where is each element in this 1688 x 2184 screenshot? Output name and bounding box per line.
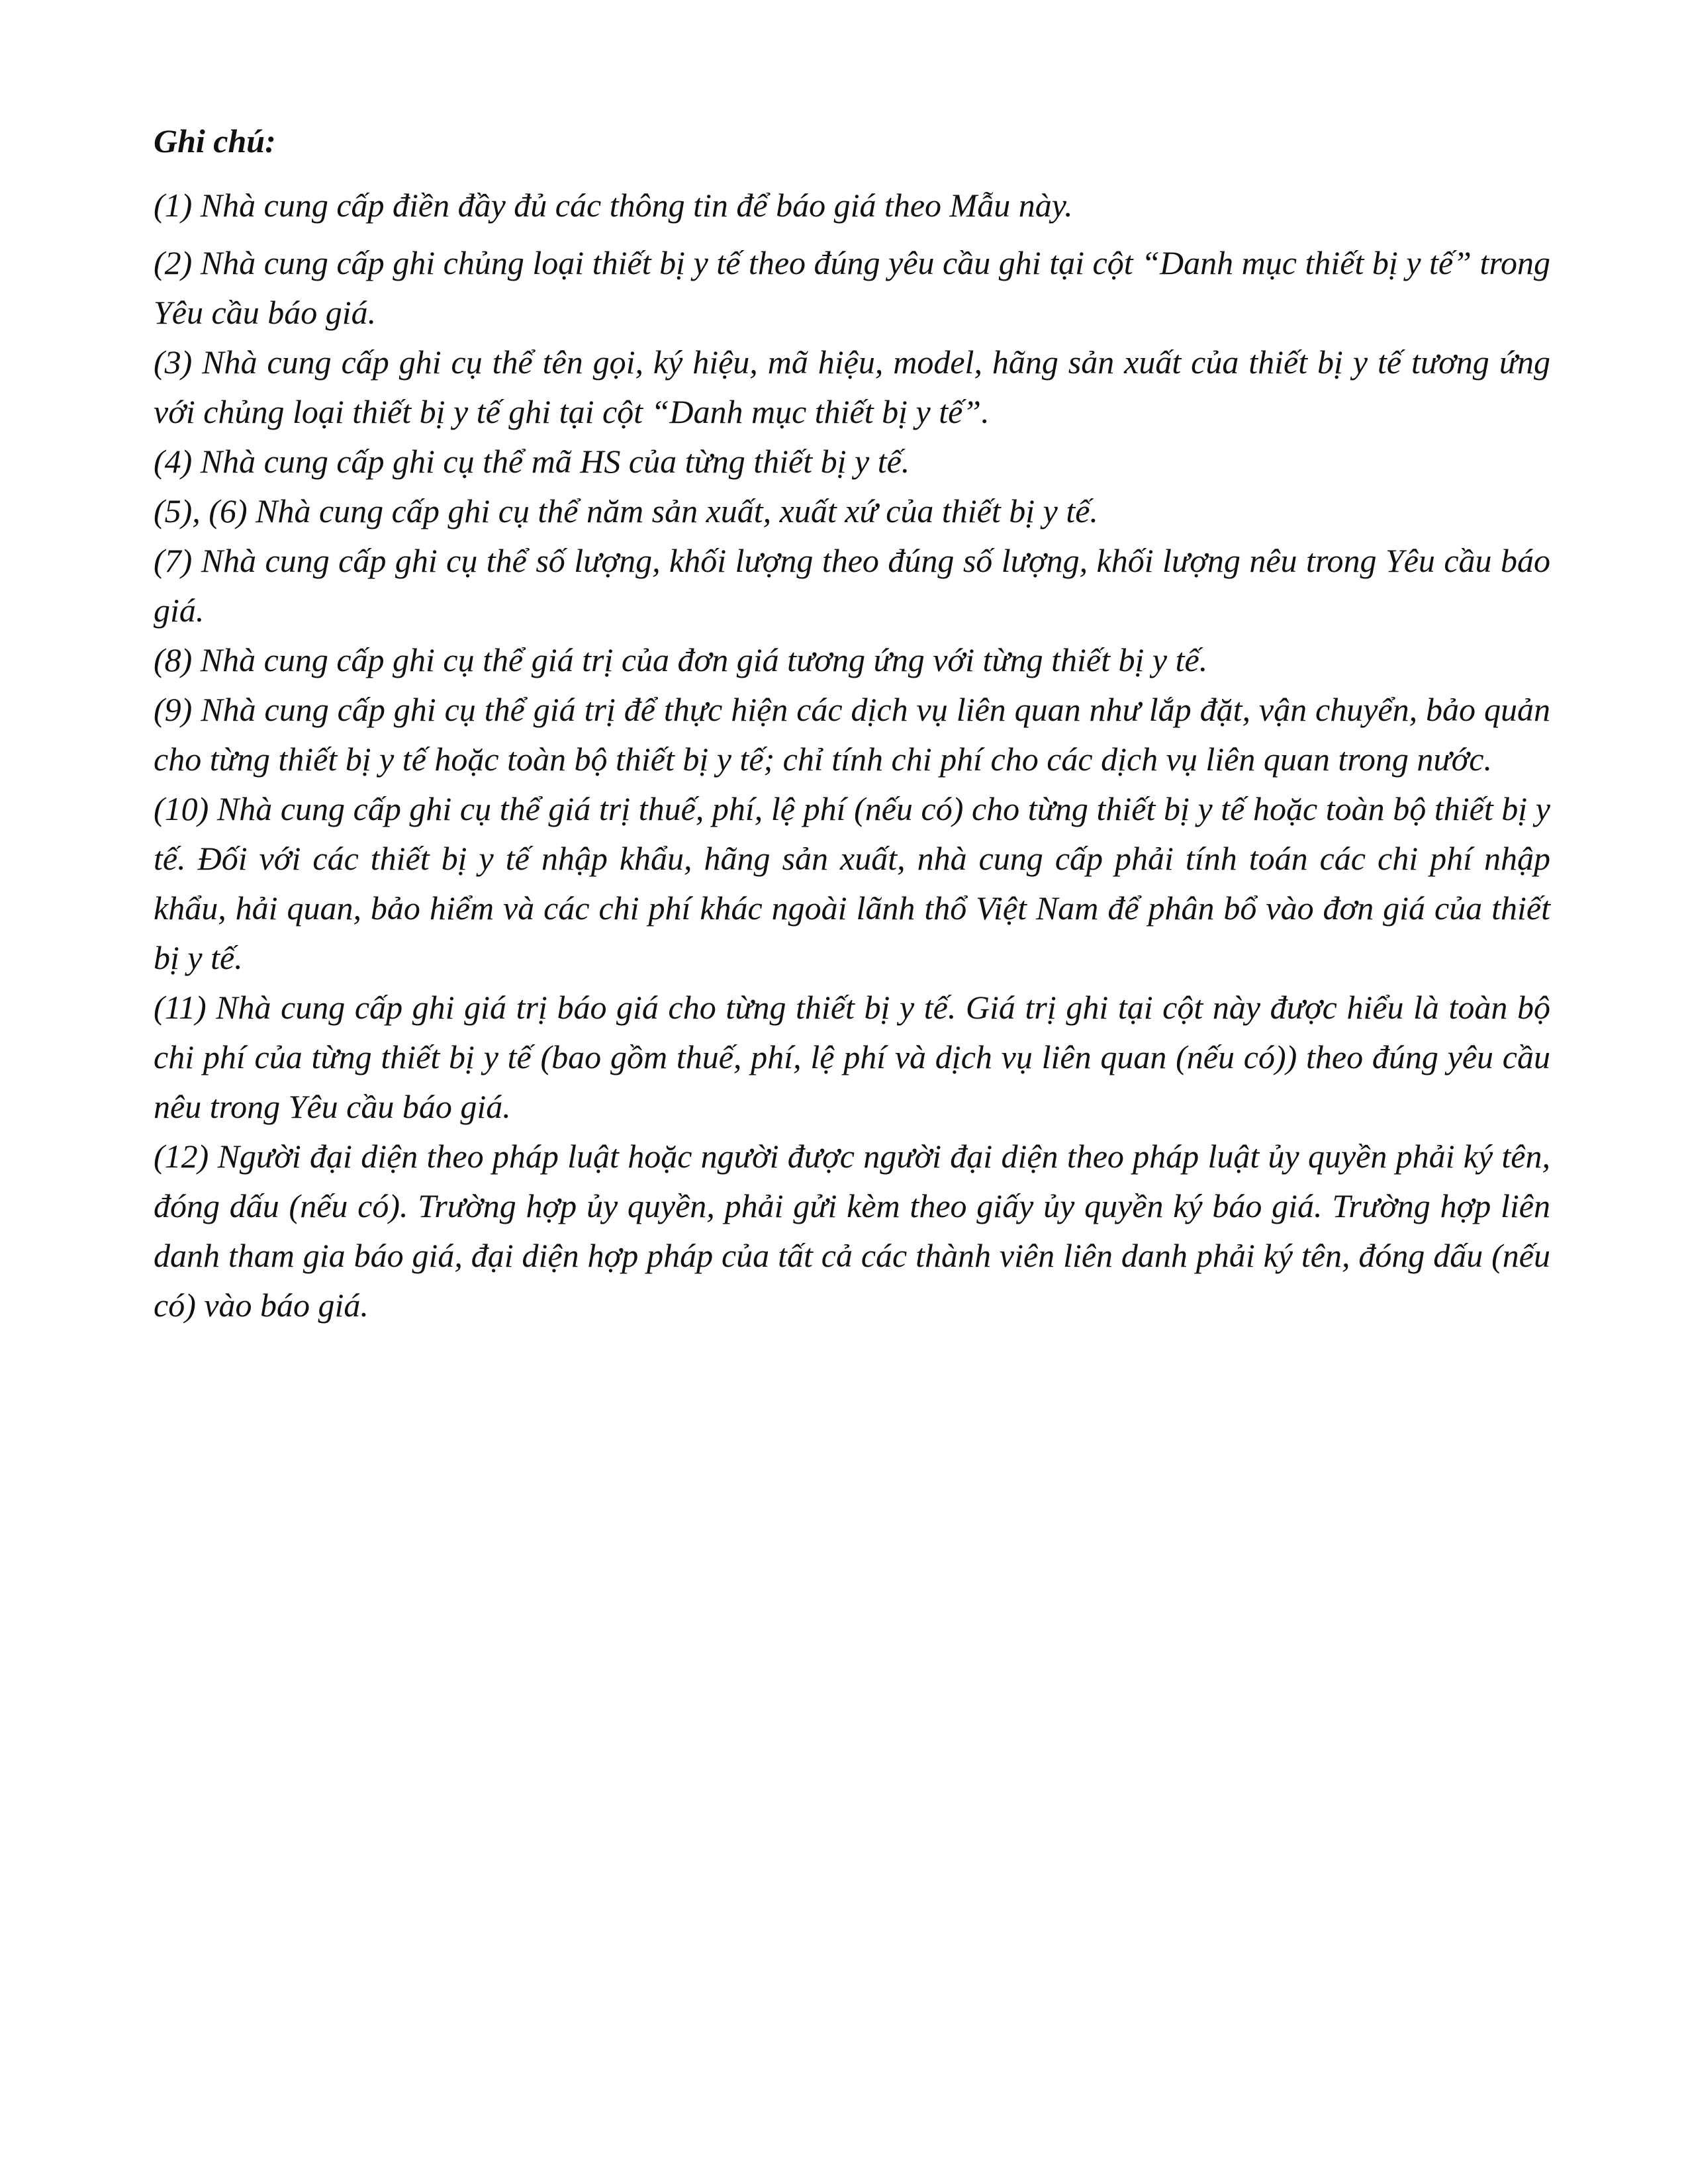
note-5-6: (5), (6) Nhà cung cấp ghi cụ thể năm sản xuất, xuất xứ của thiết bị y tế. [154,492,1098,529]
note-7: (7) Nhà cung cấp ghi cụ thể số lượng, khối lượng theo đúng số lượng, khối lượng nêu trong Yêu cầu báo giá. [154,542,1550,629]
note-3: (3) Nhà cung cấp ghi cụ thể tên gọi, ký hiệu, mã hiệu, model, hãng sản xuất của thiết bị y tế tương ứng với chủng loại thiết bị y tế ghi tại cột “Danh mục thiết bị y tế”. [154,343,1550,430]
notes-heading: Ghi chú: [154,122,276,159]
note-9: (9) Nhà cung cấp ghi cụ thể giá trị để thực hiện các dịch vụ liên quan như lắp đặt, vận chuyển, bảo quản cho từng thiết bị y tế hoặc toàn bộ thiết bị y tế; chỉ tính chi phí cho các dịch vụ liên quan trong nước. [154,691,1550,778]
note-1: (1) Nhà cung cấp điền đầy đủ các thông tin để báo giá theo Mẫu này. [154,187,1073,224]
note-10: (10) Nhà cung cấp ghi cụ thể giá trị thuế, phí, lệ phí (nếu có) cho từng thiết bị y tế hoặc toàn bộ thiết bị y tế. Đối với các thiết bị y tế nhập khẩu, hãng sản xuất, nhà cung cấp phải tính toán các chi phí nhập khẩu, hải quan, bảo hiểm và các chi phí khác ngoài lãnh thổ Việt Nam để phân bổ vào đơn giá của thiết bị y tế. [154,790,1550,976]
document-page [154,116,1550,1330]
note-4: (4) Nhà cung cấp ghi cụ thể mã HS của từng thiết bị y tế. [154,443,910,480]
note-2: (2) Nhà cung cấp ghi chủng loại thiết bị y tế theo đúng yêu cầu ghi tại cột “Danh mục thiết bị y tế” trong Yêu cầu báo giá. [154,244,1550,331]
note-8: (8) Nhà cung cấp ghi cụ thể giá trị của đơn giá tương ứng với từng thiết bị y tế. [154,641,1208,678]
note-11: (11) Nhà cung cấp ghi giá trị báo giá cho từng thiết bị y tế. Giá trị ghi tại cột này được hiểu là toàn bộ chi phí của từng thiết bị y tế (bao gồm thuế, phí, lệ phí và dịch vụ liên quan (nếu có)) theo đúng yêu cầu nêu trong Yêu cầu báo giá. [154,989,1550,1125]
note-12: (12) Người đại diện theo pháp luật hoặc người được người đại diện theo pháp luật ủy quyền phải ký tên, đóng dấu (nếu có). Trường hợp ủy quyền, phải gửi kèm theo giấy ủy quyền ký báo giá. Trường hợp liên danh tham gia báo giá, đại diện hợp pháp của tất cả các thành viên liên danh phải ký tên, đóng dấu (nếu có) vào báo giá. [154,1138,1550,1324]
